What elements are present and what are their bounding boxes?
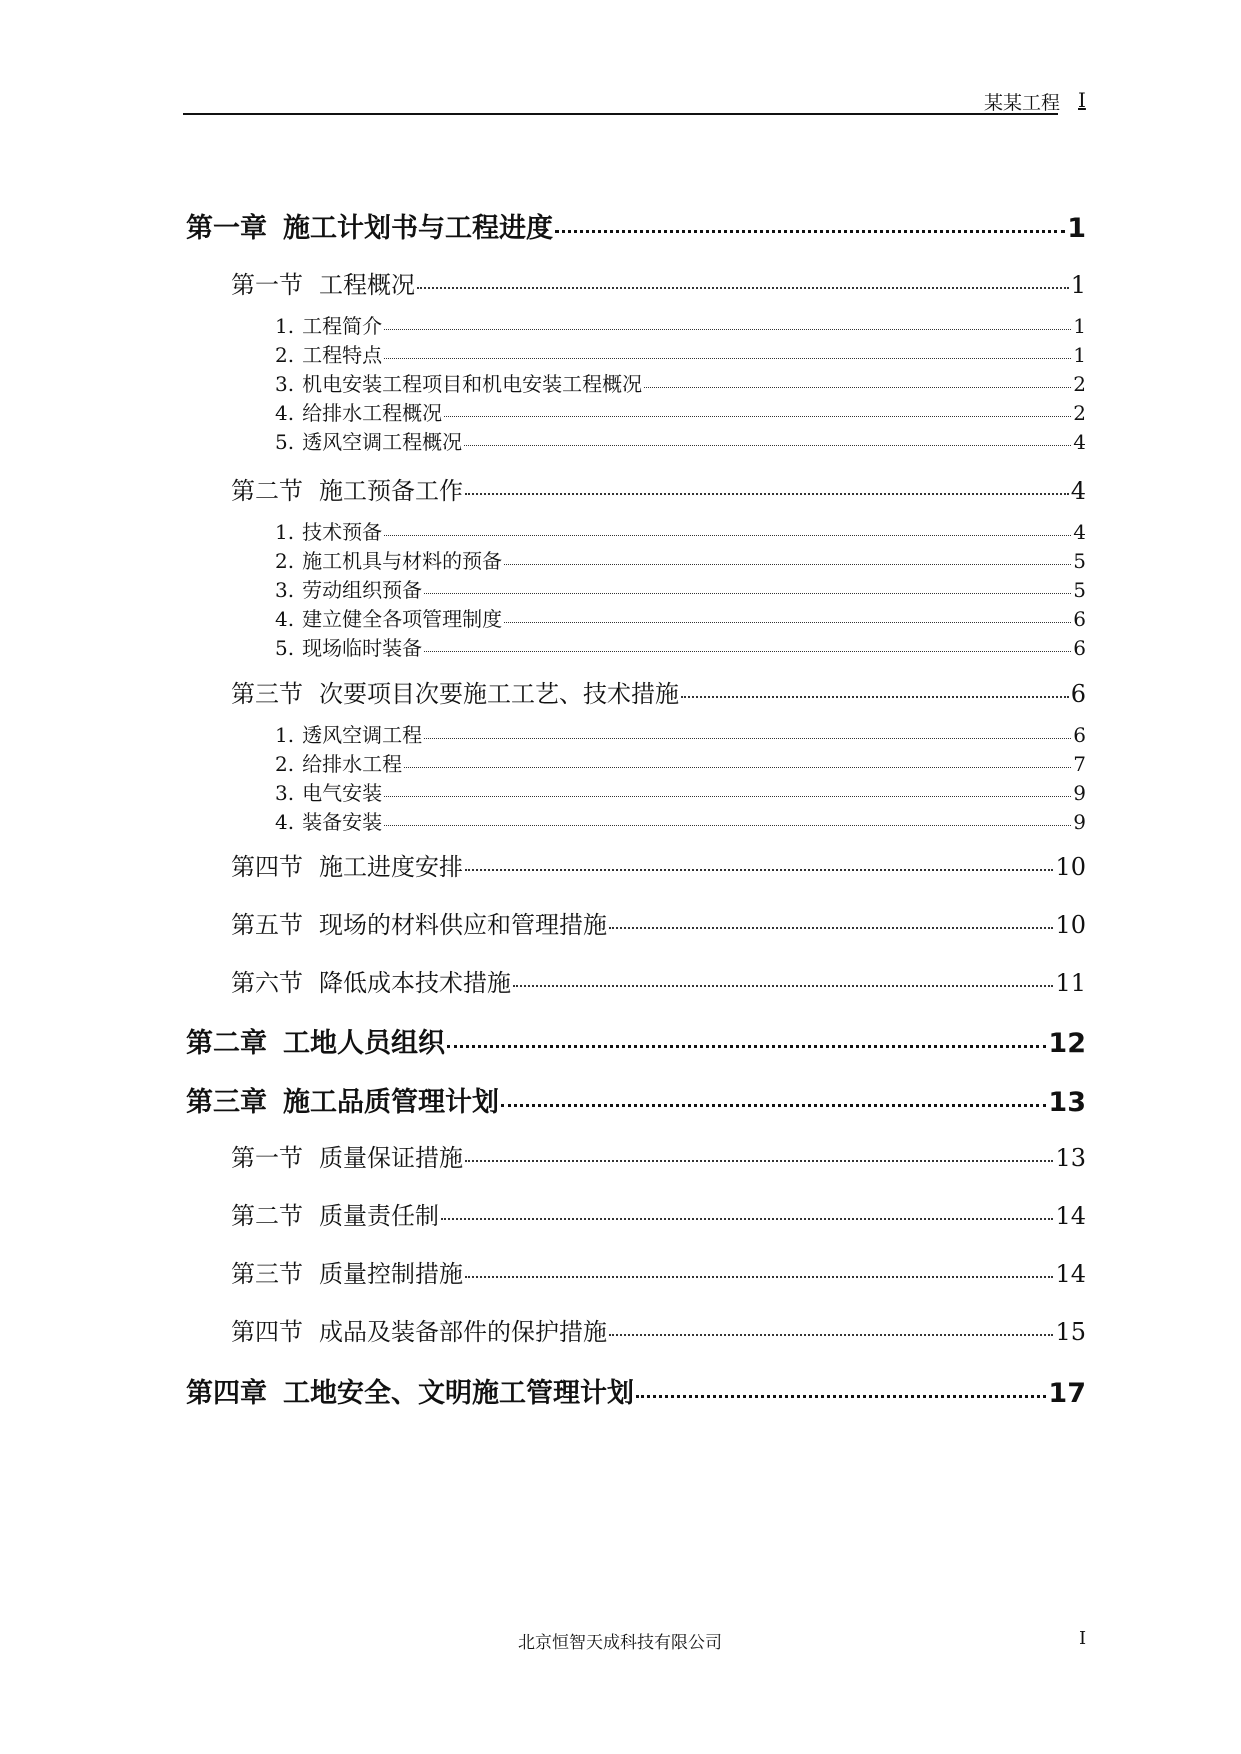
- toc-entry-number: 第一节: [231, 1144, 303, 1172]
- dot-leader: [609, 1334, 1053, 1336]
- toc-entry-page: 1: [1073, 343, 1086, 367]
- toc-entry-label: [275, 368, 642, 397]
- toc-chapter-entry[interactable]: [186, 1371, 1086, 1410]
- toc-entry-number: 2.: [275, 343, 295, 367]
- toc-item-entry[interactable]: [275, 310, 1086, 339]
- toc-entry-title: 机电安装工程项目和机电安装工程概况: [302, 372, 643, 396]
- toc-entry-title: 施工品质管理计划: [283, 1087, 499, 1118]
- toc-entry-title: 施工计划书与工程进度: [283, 213, 553, 244]
- toc-entry-title: 次要项目次要施工工艺、技术措施: [319, 680, 679, 708]
- toc-entry-title: 现场临时装备: [302, 636, 423, 660]
- toc-chapter-entry[interactable]: [186, 206, 1086, 245]
- toc-entry-page: 7: [1073, 752, 1086, 776]
- toc-entry-title: 质量控制措施: [319, 1260, 463, 1288]
- toc-entry-title: 劳动组织预备: [302, 578, 423, 602]
- toc-entry-label: [231, 674, 679, 709]
- toc-entry-number: 2.: [275, 549, 295, 573]
- toc-item-entry[interactable]: [275, 632, 1086, 661]
- header-page-marker: I: [1078, 88, 1086, 112]
- toc-section-entry[interactable]: [231, 1254, 1086, 1289]
- toc-entry-page: 6: [1073, 636, 1086, 660]
- toc-item-entry[interactable]: [275, 748, 1086, 777]
- toc-item-entry[interactable]: [275, 545, 1086, 574]
- toc-entry-label: [231, 1196, 439, 1231]
- toc-entry-title: 质量保证措施: [319, 1144, 463, 1172]
- toc-entry-page: 6: [1073, 723, 1086, 747]
- toc-entry-label: [275, 397, 442, 426]
- toc-entry-title: 施工进度安排: [319, 853, 463, 881]
- toc-entry-title: 工程特点: [302, 343, 383, 367]
- toc-entry-title: 技术预备: [302, 520, 383, 544]
- dot-leader: [636, 1395, 1046, 1398]
- toc-entry-label: [275, 719, 422, 748]
- toc-section-entry[interactable]: [231, 265, 1086, 300]
- toc-entry-page: 14: [1055, 1260, 1086, 1288]
- toc-entry-label: [231, 471, 463, 506]
- toc-entry-number: 4.: [275, 810, 295, 834]
- toc-entry-title: 透风空调工程概况: [302, 430, 463, 454]
- toc-entry-number: 1.: [275, 723, 295, 747]
- toc-entry-label: [275, 310, 382, 339]
- toc-item-entry[interactable]: [275, 574, 1086, 603]
- toc-entry-label: [231, 847, 463, 882]
- dot-leader: [384, 535, 1071, 536]
- toc-entry-label: [275, 516, 382, 545]
- dot-leader: [501, 1104, 1046, 1107]
- dot-leader: [504, 622, 1071, 623]
- dot-leader: [424, 651, 1071, 652]
- header-title: 某某工程: [983, 92, 1060, 114]
- toc-entry-number: 第四节: [231, 853, 303, 881]
- toc-entry-page: 15: [1055, 1318, 1086, 1346]
- toc-entry-number: 3.: [275, 372, 295, 396]
- dot-leader: [447, 1045, 1046, 1048]
- dot-leader: [384, 329, 1071, 330]
- toc-entry-page: 13: [1055, 1144, 1086, 1172]
- dot-leader: [513, 985, 1053, 987]
- footer-page-marker: I: [1079, 1628, 1087, 1649]
- toc-entry-label: [275, 574, 422, 603]
- toc-item-entry[interactable]: [275, 719, 1086, 748]
- toc-entry-label: [231, 963, 511, 998]
- toc-entry-label: [275, 806, 382, 835]
- dot-leader: [465, 1160, 1053, 1162]
- toc-entry-label: [186, 206, 553, 245]
- toc-entry-label: [231, 265, 415, 300]
- dot-leader: [384, 796, 1071, 797]
- dot-leader: [404, 767, 1071, 768]
- toc-entry-label: [231, 905, 607, 940]
- toc-entry-title: 电气安装: [302, 781, 383, 805]
- toc-entry-page: 9: [1073, 810, 1086, 834]
- toc-entry-label: [186, 1371, 634, 1410]
- toc-entry-title: 降低成本技术措施: [319, 969, 511, 997]
- dot-leader: [417, 287, 1069, 289]
- toc-entry-label: [275, 603, 502, 632]
- toc-entry-number: 4.: [275, 607, 295, 631]
- dot-leader: [444, 416, 1071, 417]
- toc-item-entry[interactable]: [275, 603, 1086, 632]
- header-divider: [183, 113, 1058, 115]
- toc-entry-number: 2.: [275, 752, 295, 776]
- toc-section-entry[interactable]: [231, 847, 1086, 882]
- toc-entry-title: 给排水工程: [302, 752, 403, 776]
- toc-entry-number: 第三章: [186, 1087, 267, 1118]
- toc-entry-label: [275, 748, 402, 777]
- toc-entry-page: 17: [1048, 1378, 1086, 1409]
- toc-entry-title: 透风空调工程: [302, 723, 423, 747]
- toc-chapter-entry[interactable]: [186, 1080, 1086, 1119]
- toc-entry-label: [275, 632, 422, 661]
- toc-entry-title: 工地人员组织: [283, 1028, 445, 1059]
- dot-leader: [384, 358, 1071, 359]
- toc-entry-title: 成品及装备部件的保护措施: [319, 1318, 607, 1346]
- toc-section-entry[interactable]: [231, 1138, 1086, 1173]
- dot-leader: [609, 927, 1053, 929]
- toc-entry-page: 11: [1055, 969, 1086, 997]
- toc-entry-title: 工程概况: [319, 271, 415, 299]
- dot-leader: [441, 1218, 1053, 1220]
- toc-entry-title: 装备安装: [302, 810, 383, 834]
- toc-entry-number: 第二节: [231, 477, 303, 505]
- toc-item-entry[interactable]: [275, 339, 1086, 368]
- dot-leader: [384, 825, 1071, 826]
- dot-leader: [465, 869, 1053, 871]
- dot-leader: [504, 564, 1071, 565]
- toc-entry-number: 1.: [275, 520, 295, 544]
- toc-item-entry[interactable]: [275, 368, 1086, 397]
- toc-entry-label: [275, 339, 382, 368]
- toc-item-entry[interactable]: [275, 777, 1086, 806]
- toc-section-entry[interactable]: [231, 963, 1086, 998]
- toc-item-entry[interactable]: [275, 516, 1086, 545]
- toc-entry-label: [231, 1138, 463, 1173]
- toc-section-entry[interactable]: [231, 471, 1086, 506]
- footer-company: 北京恒智天成科技有限公司: [518, 1633, 722, 1653]
- toc-entry-page: 10: [1055, 911, 1086, 939]
- toc-entry-page: 1: [1073, 314, 1086, 338]
- toc-section-entry[interactable]: [231, 905, 1086, 940]
- toc-entry-label: [275, 426, 462, 455]
- toc-entry-page: 4: [1073, 520, 1086, 544]
- dot-leader: [424, 593, 1071, 594]
- toc-item-entry[interactable]: [275, 397, 1086, 426]
- toc-entry-page: 10: [1055, 853, 1086, 881]
- toc-entry-number: 第一节: [231, 271, 303, 299]
- toc-entry-label: [231, 1312, 607, 1347]
- toc-entry-number: 第二章: [186, 1028, 267, 1059]
- toc-entry-number: 3.: [275, 578, 295, 602]
- toc-entry-page: 14: [1055, 1202, 1086, 1230]
- toc-entry-title: 质量责任制: [319, 1202, 439, 1230]
- toc-entry-title: 施工预备工作: [319, 477, 463, 505]
- toc-entry-label: [186, 1080, 499, 1119]
- toc-entry-page: 6: [1073, 607, 1086, 631]
- toc-entry-label: [275, 777, 382, 806]
- toc-entry-page: 4: [1070, 477, 1086, 505]
- toc-entry-title: 现场的材料供应和管理措施: [319, 911, 607, 939]
- toc-entry-title: 给排水工程概况: [302, 401, 443, 425]
- toc-entry-label: [186, 1021, 445, 1060]
- dot-leader: [644, 387, 1071, 388]
- toc-entry-page: 13: [1048, 1087, 1086, 1118]
- dot-leader: [465, 1276, 1053, 1278]
- toc-entry-title: 工程简介: [302, 314, 383, 338]
- toc-entry-page: 5: [1073, 549, 1086, 573]
- toc-entry-number: 第三节: [231, 680, 303, 708]
- toc-entry-page: 6: [1070, 680, 1086, 708]
- toc-entry-number: 第二节: [231, 1202, 303, 1230]
- toc-entry-page: 12: [1048, 1028, 1086, 1059]
- toc-item-entry[interactable]: [275, 806, 1086, 835]
- toc-entry-label: [275, 545, 502, 574]
- dot-leader: [464, 445, 1071, 446]
- toc-entry-page: 5: [1073, 578, 1086, 602]
- toc-item-entry[interactable]: [275, 426, 1086, 455]
- dot-leader: [424, 738, 1071, 739]
- toc-entry-page: 9: [1073, 781, 1086, 805]
- toc-section-entry[interactable]: [231, 674, 1086, 709]
- dot-leader: [555, 230, 1065, 233]
- toc-entry-title: 工地安全、文明施工管理计划: [283, 1378, 634, 1409]
- toc-entry-page: 4: [1073, 430, 1086, 454]
- toc-entry-page: 2: [1073, 372, 1086, 396]
- toc-entry-number: 3.: [275, 781, 295, 805]
- dot-leader: [465, 493, 1069, 495]
- toc-entry-number: 第五节: [231, 911, 303, 939]
- toc-entry-number: 4.: [275, 401, 295, 425]
- toc-chapter-entry[interactable]: [186, 1021, 1086, 1060]
- toc-section-entry[interactable]: [231, 1312, 1086, 1347]
- toc-entry-label: [231, 1254, 463, 1289]
- toc-entry-number: 5.: [275, 430, 295, 454]
- toc-entry-page: 2: [1073, 401, 1086, 425]
- toc-entry-page: 1: [1067, 213, 1086, 244]
- dot-leader: [681, 696, 1069, 698]
- toc-entry-number: 1.: [275, 314, 295, 338]
- toc-entry-number: 第六节: [231, 969, 303, 997]
- toc-entry-title: 施工机具与材料的预备: [302, 549, 503, 573]
- toc-entry-number: 第四章: [186, 1378, 267, 1409]
- toc-entry-page: 1: [1070, 271, 1086, 299]
- toc-section-entry[interactable]: [231, 1196, 1086, 1231]
- toc-entry-number: 第三节: [231, 1260, 303, 1288]
- toc-entry-title: 建立健全各项管理制度: [302, 607, 503, 631]
- toc-entry-number: 5.: [275, 636, 295, 660]
- toc-entry-number: 第一章: [186, 213, 267, 244]
- toc-entry-number: 第四节: [231, 1318, 303, 1346]
